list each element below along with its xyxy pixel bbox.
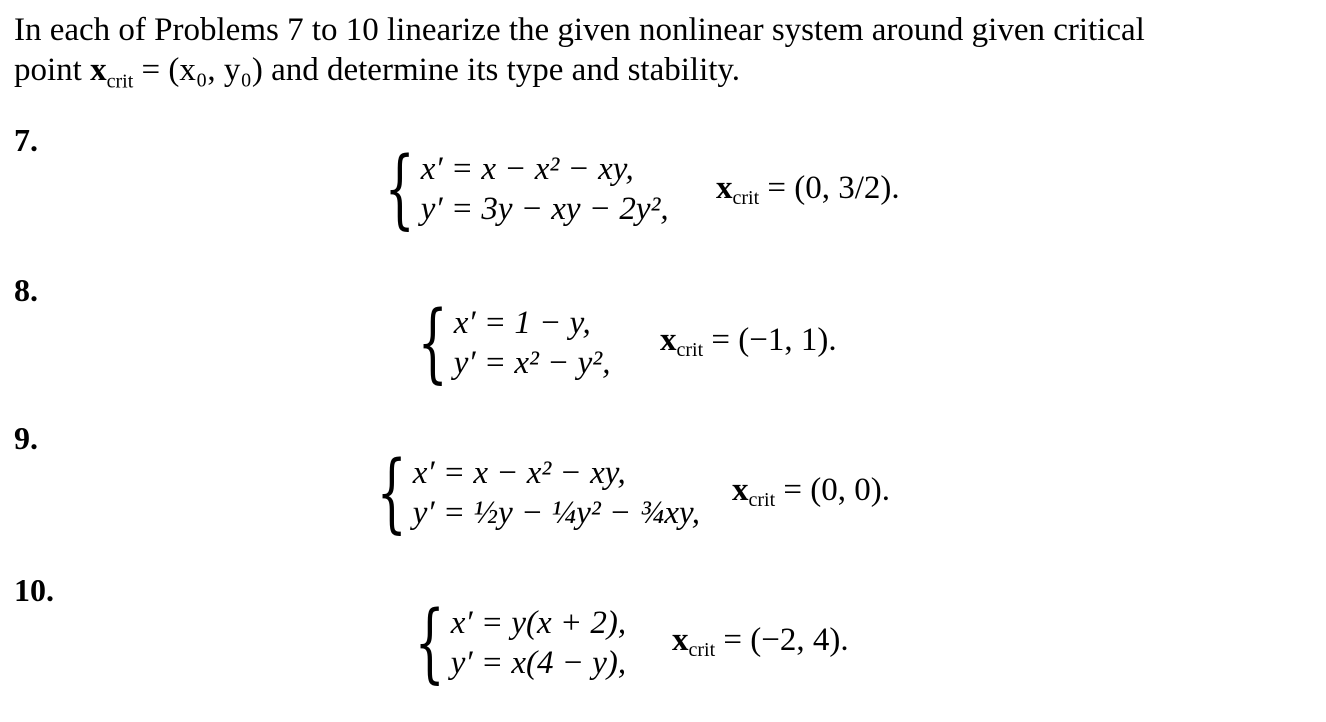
problem-9-number: 9. (14, 420, 38, 456)
problem-7-critical-point (716, 170, 900, 210)
problem-8-xcrit-symbol: x (660, 322, 677, 358)
problem-7-critical-value: = (0, 3/2). (759, 170, 900, 206)
problem-9-system (352, 443, 701, 543)
problem-9-xcrit-subscript: crit (748, 489, 776, 511)
problem-8-equation-1: x′ = 1 − y, (453, 305, 591, 341)
problem-8-critical-point (660, 322, 837, 362)
problem-10-number: 10. (14, 572, 54, 608)
problem-10-equation-1: x′ = y(x + 2), (450, 605, 627, 641)
problem-7-equation-1: x′ = x − x² − xy, (420, 151, 634, 187)
problem-9-equation-2: y′ = ½y − ¼y² − ¾xy, (412, 495, 701, 531)
problem-8-critical-value: = (−1, 1). (703, 322, 837, 358)
brace-icon: { (414, 593, 445, 693)
problem-10-critical-value: = (−2, 4). (715, 622, 849, 658)
intro-xcrit-subscript: crit (106, 70, 134, 93)
intro-line-2-start: point (14, 52, 91, 88)
problem-9-equation-1: x′ = x − x² − xy, (412, 455, 626, 491)
problem-10-critical-point (672, 622, 849, 662)
problem-set-intro (14, 10, 1314, 102)
problem-10-system (390, 593, 627, 693)
problem-7-xcrit-symbol: x (716, 170, 733, 206)
intro-line-1: In each of Problems 7 to 10 linearize the given nonlinear system around given critical (14, 12, 1145, 48)
problem-9-critical-value: = (0, 0). (775, 472, 890, 508)
problem-7-equation-2: y′ = 3y − xy − 2y², (420, 191, 669, 227)
problem-7-number: 7. (14, 122, 38, 158)
intro-xcrit-symbol: x (90, 52, 107, 88)
problem-10-xcrit-subscript: crit (688, 639, 716, 661)
problem-7-xcrit-subscript: crit (732, 187, 760, 209)
problem-9-xcrit-symbol: x (732, 472, 749, 508)
problem-9-critical-point (732, 472, 890, 512)
problem-8-number: 8. (14, 272, 38, 308)
problem-8-system (393, 293, 611, 393)
brace-icon: { (376, 443, 407, 543)
problem-8-equation-2: y′ = x² − y², (453, 345, 611, 381)
brace-icon: { (384, 139, 415, 239)
problem-10-xcrit-symbol: x (672, 622, 689, 658)
problem-10-equation-2: y′ = x(4 − y), (450, 645, 627, 681)
problem-7-system (360, 139, 669, 239)
brace-icon: { (417, 293, 448, 393)
intro-line-2-rest: = (x₀, y₀) and determine its type and stability. (133, 52, 741, 88)
problem-8-xcrit-subscript: crit (676, 339, 704, 361)
intro-line-2 (14, 50, 1314, 102)
